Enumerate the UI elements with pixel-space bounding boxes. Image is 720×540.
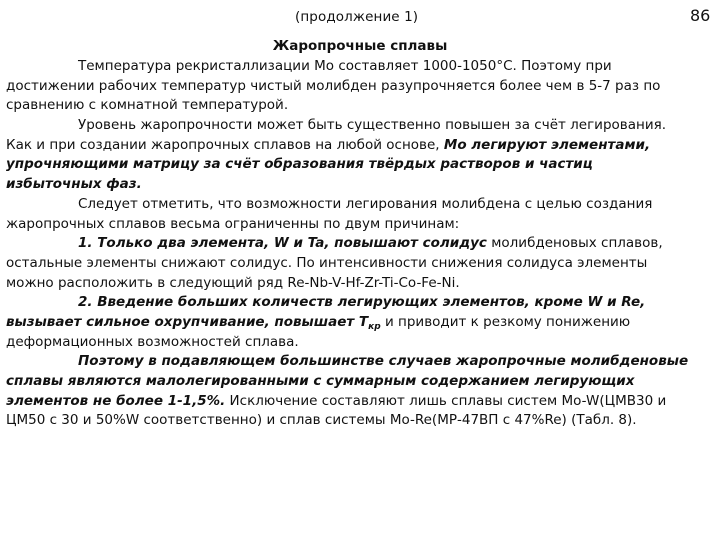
subscript-run: кр [368,321,381,332]
continuation-label: (продолжение 1) [295,9,419,25]
emphasis-line: сплавы являются малолегированными с суммарным содержанием легирующих [6,373,635,389]
emphasis-run: элементов не более 1-1,5%. [6,392,226,409]
page-title: Жаропрочные сплавы [272,38,448,54]
text-line: деформационных возможностей сплава. [6,333,299,350]
text-run: и приводит к резкому понижению [380,313,631,330]
text-run: Как и при создании жаропрочных сплавов на любой основе, [6,136,444,153]
emphasis-run: Mo легируют элементами, [443,136,651,153]
text-run: Исключение составляют лишь сплавы систем Mo-W(ЦМВ30 и [225,392,667,409]
text-line: Уровень жаропрочности может быть существенно повышен за счёт легирования. [78,117,667,134]
emphasis-line: 2. Введение больших количеств легирующих элементов, кроме W и Re, [78,294,646,311]
page-number: 86 [690,6,711,25]
emphasis-line: избыточных фаз. [6,176,142,193]
emphasis-run: вызывает сильное охрупчивание, повышает T [6,313,369,330]
emphasis-run: 1. Только два элемента, W и Ta, повышают солидус [78,235,487,252]
text-line [6,234,712,254]
text-line [6,136,712,156]
emphasis-line: Поэтому в подавляющем большинстве случаев жаропрочные молибденовые [78,353,689,370]
text-run: молибденовых сплавов, [486,235,663,252]
text-line: Следует отметить, что возможности легирования молибдена с целью создания [78,195,653,212]
text-line [6,313,712,333]
body-text [6,57,712,431]
text-line: достижении рабочих температур чистый молибден разупрочняется более чем в 5-7 раз по [6,77,661,94]
text-line: сравнению с комнатной температурой. [6,97,289,114]
text-line: можно расположить в следующий ряд Re-Nb-V-Hf-Zr-Ti-Co-Fe-Ni. [6,274,460,291]
text-line: жаропрочных сплавов весьма ограниченны по двум причинам: [6,215,460,232]
emphasis-line: упрочняющими матрицу за счёт образования твёрдых растворов и частиц [6,156,593,173]
text-line: остальные элементы снижают солидус. По интенсивности снижения солидуса элементы [6,254,648,271]
text-line [6,392,712,412]
text-line: ЦМ50 с 30 и 50%W соответственно) и сплав системы Mo-Re(МР-47ВП с 47%Re) (Табл. 8). [6,412,637,429]
text-line: Температура рекристаллизации Mo составляет 1000-1050°С. Поэтому при [78,58,612,74]
